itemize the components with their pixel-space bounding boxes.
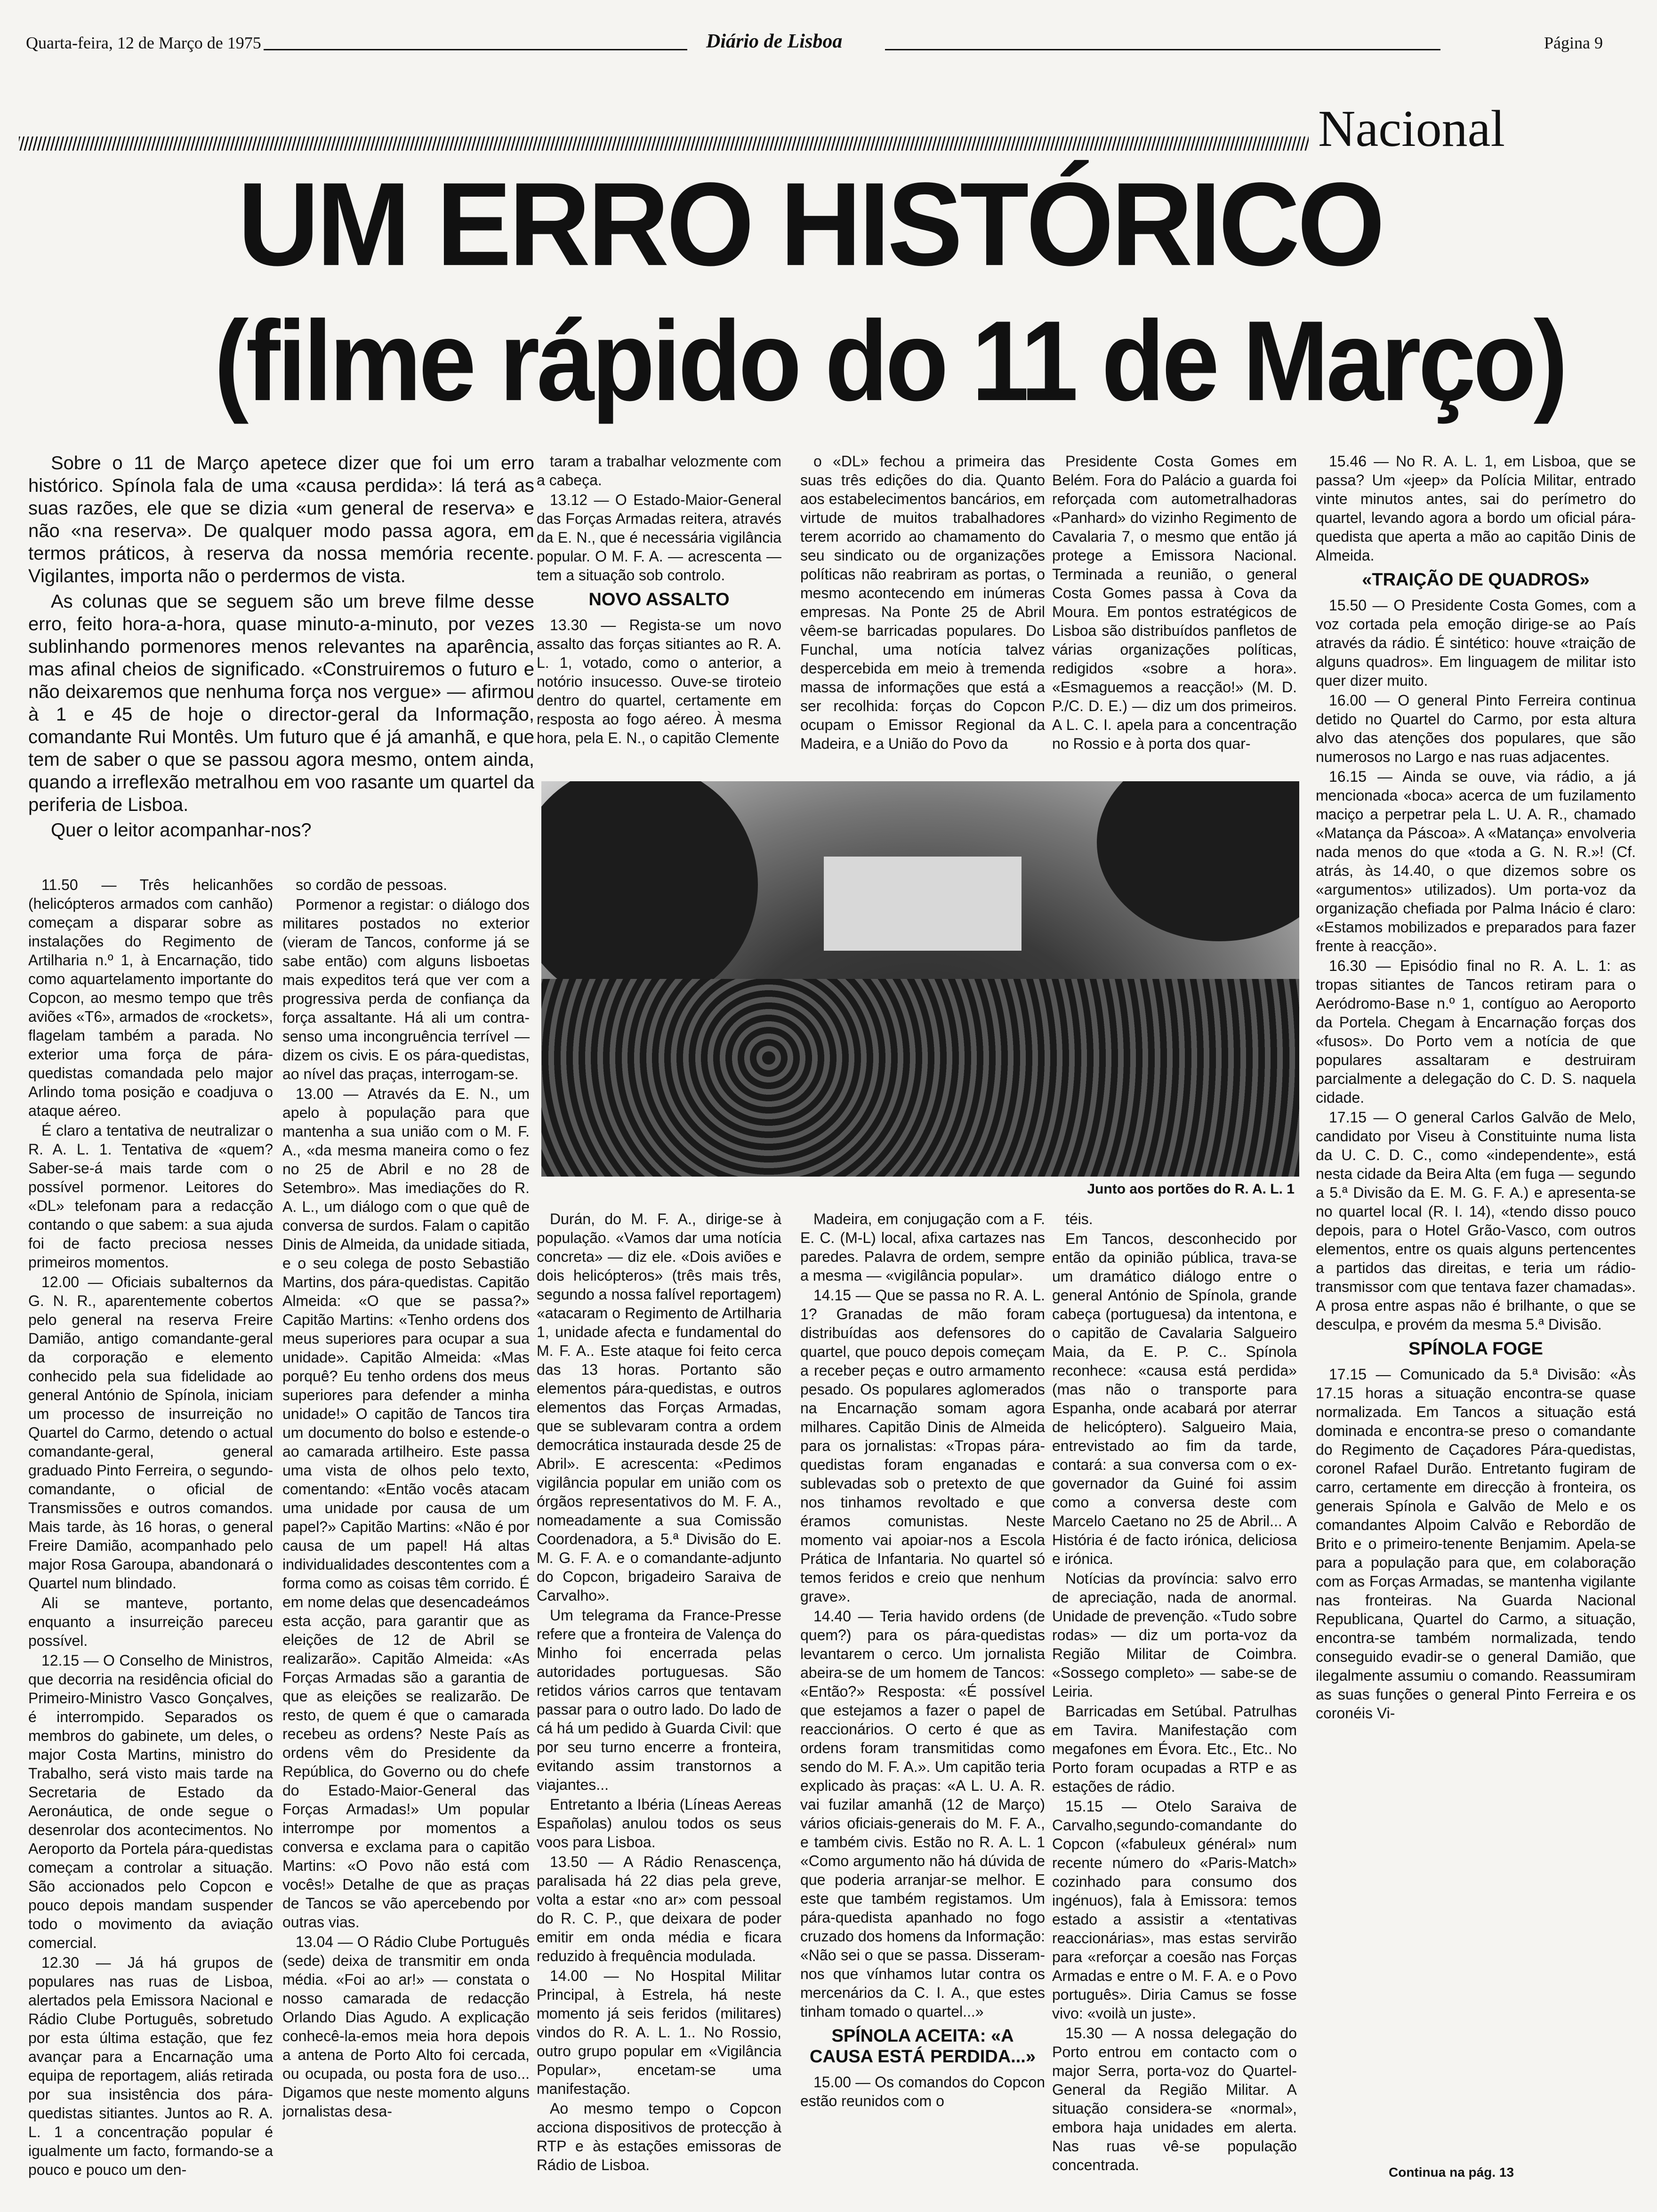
header-rule bbox=[885, 49, 1440, 50]
column-paragraph: 16.00 — O general Pinto Ferreira continua detido no Quartel do Carmo, por esta altura alvo das atenções dos populares, que são numerosos no Largo e nas ruas adjacentes. bbox=[1316, 692, 1636, 765]
column-paragraph: 14.40 — Teria havido ordens (de quem?) para os pára-quedistas levantarem o cerco. Um jornalista abeira-se de um homem de Tancos: «Então?» Resposta: «É possível que estejamos a fazer o papel de reaccionários. O certo é que as ordens foram transmitidas como sendo do M. F. A.». Um capitão teria explicado às praças: «A L. U. A. R. vai fuzilar amanhã (12 de Março) vários oficiais-generais do M. F. A., e também civis. Estão no R. A. L. 1 «Como argumento não há dúvida de que poderia arranjar-se melhor. E este que também registamos. Um pára-quedista apanhado no fogo cruzado dos homens da Informação: «Não sei o que se passa. Disseram-nos que vínhamos lutar contra os mercenários da C. I. A., que estes tinham tomado o quartel...» bbox=[800, 1608, 1045, 2020]
photo-tree bbox=[1097, 781, 1299, 941]
intro-paragraph: As colunas que se seguem são um breve filme desse erro, feito hora-a-hora, quase minuto-a-minuto, por vezes sublinhando pormenores menos relevantes na aparência, mas afinal cheios de significado. «Construiremos o futuro e não deixaremos que nenhuma força nos vergue» — afirmou à 1 e 45 de hoje o director-geral da Informação, comandante Rui Montês. Um futuro que é já amanhã, e que tem de saber o que se passou agora mesmo, ontem ainda, quando a irreflexão metralhou em voo rasante um quartel da periferia de Lisboa. bbox=[28, 591, 534, 815]
subhead-traicao-de-quadros: «TRAIÇÃO DE QUADROS» bbox=[1362, 570, 1590, 590]
column-3-upper bbox=[537, 452, 781, 762]
column-paragraph: 15.30 — A nossa delegação do Porto entrou em contacto com o major Serra, porta-voz do Quartel-General da Região Militar. A situação considera-se «normal», embora haja unidades em alerta. Nas ruas vê-se população concentrada. bbox=[1052, 2025, 1297, 2173]
column-paragraph: Durán, do M. F. A., dirige-se à população. «Vamos dar uma notícia concreta» — diz ele. «Dois aviões e dois helicópteros» (três mais três, segundo a nossa falível reportagem) «atacaram o Regimento de Artilharia 1, unidade afecta e fundamental do M. F. A.. Este ataque foi feito cerca das 13 horas. Portanto são elementos pára-quedistas, e outros elementos das Forças Armadas, que se sublevaram contra a ordem democrática instaurada desde 25 de Abril». E acrescenta: «Pedimos vigilância popular em união com os órgãos representativos do M. F. A., nomeadamente a sua Comissão Coordenadora, a 5.ª Divisão do E. M. G. F. A. e o comandante-adjunto do Copcon, brigadeiro Saraiva de Carvalho». bbox=[537, 1210, 781, 1604]
column-paragraph: 11.50 — Três helicanhões (helicópteros armados com canhão) começam a disparar sobre as instalações do Regimento de Artilharia n.º 1, à Encarnação, tido como aquartelamento importante do Copcon, ao mesmo tempo que três aviões «T6», armados de «rockets», flagelam também a parada. No exterior uma força de pára-quedistas comandada pelo major Arlindo toma posição e coadjuva o ataque aéreo. bbox=[28, 876, 273, 1119]
column-paragraph: so cordão de pessoas. bbox=[296, 876, 447, 893]
column-paragraph: Presidente Costa Gomes em Belém. Fora do Palácio a guarda foi reforçada com autometralhadoras «Panhard» do vizinho Regimento de Cavalaria 7, o mesmo que então já protege a Emissora Nacional. Terminada a reunião, o general Costa Gomes passa à Cova da Moura. Em pontos estratégicos de Lisboa são distribuídos panfletos de várias organizações políticas, redigidos «sobre a hora». «Esmaguemos a reacção!» (M. D. P./C. D. E.) — diz um dos primeiros. A L. C. I. apela para a concentração no Rossio e à porta dos quar- bbox=[1052, 453, 1297, 752]
column-paragraph: Madeira, em conjugação com a F. E. C. (M-L) local, afixa cartazes nas paredes. Palavra de ordem, sempre a mesma — «vigilância popular». bbox=[800, 1210, 1045, 1284]
column-1 bbox=[28, 875, 273, 2193]
column-paragraph: 14.15 — Que se passa no R. A. L. 1? Granadas de mão foram distribuídas aos defensores do quartel, que pouco depois começam a receber peças e outro armamento pesado. Os populares aglomerados na Encarnação somam agora milhares. Capitão Dinis de Almeida para os jornalistas: «Tropas pára-quedistas foram enganadas e sublevadas sob o pretexto de que nos tinhamos revoltado e que éramos comunistas. Neste momento vai apoiar-nos a Escola Prática de Infantaria. No quartel só temos feridos e creio que nenhum grave». bbox=[800, 1287, 1045, 1605]
subhead-spinola-foge: SPÍNOLA FOGE bbox=[1408, 1339, 1543, 1359]
column-paragraph: 15.50 — O Presidente Costa Gomes, com a voz cortada pela emoção dirige-se ao País através da rádio. É sintético: houve «traição de alguns quadros». Em linguagem de militar isto quer dizer muito. bbox=[1316, 597, 1636, 689]
column-paragraph: 13.04 — O Rádio Clube Português (sede) deixa de transmitir em onda média. «Foi ao ar!» — constata o nosso camarada de redacção Orlando Dias Agudo. A explicação conhecê-la-emos meia hora depois a antena de Porto Alto foi cercada, ou ocupada, ou posta fora de uso... Digamos que neste momento alguns jornalistas desa- bbox=[282, 1933, 530, 2120]
column-paragraph: Pormenor a registar: o diálogo dos militares postados no exterior (vieram de Tancos, conforme já se sabe então) com alguns lisboetas mais expeditos terá que ver com a progressiva perda de confiança da força assaltante. Há ali um contra-senso uma incongruência terrível — dizem os civis. E os pára-quedistas, ao nível das praças, interrogam-se. bbox=[282, 896, 530, 1082]
column-paragraph: 17.15 — O general Carlos Galvão de Melo, candidato por Viseu à Constituinte numa lista da U. C. D. C., como «independente», está nesta cidade da Beira Alta (em fuga — segundo a 5.ª Divisão da E. M. G. F. A.) e apresenta-se no quartel local (R. I. 14), «tendo disso pouco depois, para o Hotel Grão-Vasco, com outros elementos, entre os quais alguns pertencentes a partidos das direitas, e teria um rádio-transmissor com que tentava fazer chamadas». A prosa entre aspas não é brilhante, o que se desculpa, e provém da mesma 5.ª Divisão. bbox=[1316, 1109, 1636, 1333]
headline-line1: UM ERRO HISTÓRICO bbox=[238, 158, 1383, 290]
intro-text bbox=[28, 452, 534, 866]
headline-line2: (filme rápido do 11 de Março) bbox=[214, 297, 1565, 425]
column-paragraph: Um telegrama da France-Presse refere que a fronteira de Valença do Minho foi encerrada pelas autoridades portuguesas. São retidos vários carros que tentavam passar para o outro lado. Do lado de cá há um pedido à Guarda Civil: que por seu turno encerre a fronteira, evitando assim transtornos a viajantes... bbox=[537, 1607, 781, 1793]
section-label: Nacional bbox=[1318, 100, 1505, 157]
photo-caption: Junto aos portões do R. A. L. 1 bbox=[1087, 1181, 1295, 1197]
column-paragraph: 13.12 — O Estado-Maior-General das Forças Armadas reitera, através da E. N., que é necessária vigilância popular. O M. F. A. — acrescenta — tem a situação sob controlo. bbox=[537, 491, 781, 584]
column-paragraph: 12.30 — Já há grupos de populares nas ruas de Lisboa, alertados pela Emissora Nacional e Rádio Clube Português, sobretudo por esta última estação, que fez avançar para a Encarnação uma equipa de reportagem, aliás retirada por sua insistência dos pára-quedistas sitiantes. Juntos ao R. A. L. 1 a concentração popular é igualmente um facto, formando-se a pouco e pouco um den- bbox=[28, 1954, 273, 2178]
column-paragraph: 16.15 — Ainda se ouve, via rádio, a já mencionada «boca» acerca de um fuzilamento maciço a perpetrar pela L. U. A. R., chamado «Matança da Páscoa». A «Matança» envolveria nada menos do que «toda a G. N. R.»! (Cf. atrás, às 14.40, o que dizemos sobre os «argumentos» utilizados). Um porta-voz da organização chefiada por Palma Inácio é claro: «Estamos mobilizados e preparados para fazer frente à reacção». bbox=[1316, 768, 1636, 954]
photo-building bbox=[824, 857, 1022, 951]
column-paragraph: 12.15 — O Conselho de Ministros, que decorria na residência oficial do Primeiro-Ministro Vasco Gonçalves, é interrompido. Separados os membros do gabinete, um deles, o major Costa Martins, ministro do Trabalho, será visto mais tarde na Secretaria de Estado da Aeronáutica, de onde segue o desenrolar dos acontecimentos. No Aeroporto da Portela pára-quedistas começam a controlar a situação. São accionados pelo Copcon e pouco depois mandam suspender todo o movimento da aviação comercial. bbox=[28, 1652, 273, 1951]
column-paragraph: Ali se manteve, portanto, enquanto a insurreição pareceu possível. bbox=[28, 1595, 273, 1649]
column-paragraph: Notícias da província: salvo erro de apreciação, nada de anormal. Unidade de prevenção. «Tudo sobre rodas» — diz um porta-voz da Região Militar de Coimbra. «Sossego completo» — sabe-se de Leiria. bbox=[1052, 1570, 1297, 1700]
column-4-lower bbox=[800, 1210, 1045, 2193]
photo-tree bbox=[541, 781, 758, 1007]
intro-paragraph: Quer o leitor acompanhar-nos? bbox=[51, 820, 312, 841]
column-paragraph: o «DL» fechou a primeira das suas três edições do dia. Quanto aos estabelecimentos bancários, em virtude de muitos trabalhadores terem acorrido ao chamamento do seu sindicato ou de organizações políticas não reabriram as portas, o mesmo acontecendo em inúmeras empresas. Na Ponte 25 de Abril vêem-se barricadas populares. Do Funchal, uma notícia talvez despercebida em meio à tremenda massa de informações que está a ser recolhida: forças do Copcon ocupam o Emissor Regional da Madeira, e a União do Povo da bbox=[800, 453, 1045, 752]
column-paragraph: 17.15 — Comunicado da 5.ª Divisão: «Às 17.15 horas a situação encontra-se quase normalizada. Em Tancos a situação está dominada e encontra-se preso o comandante do Regimento de Caçadores Pára-quedistas, coronel Rafael Durão. Entretanto fugiram de carro, certamente em direcção à fronteira, os generais Spínola e Galvão de Melo e os comandantes Alpoim Calvão e Rebordão de Brito e o primeiro-tenente Benjamim. Apela-se para a população para que, em colaboração com as Forças Armadas, se mantenha vigilante nas fronteiras. Na Guarda Nacional Republicana, Quartel do Carmo, a situação, encontra-se também normalizada, tendo conseguido evadir-se o general Damião, que ilegalmente assumiu o comando. Reassumiram as suas funções o general Pinto Ferreira e os coronéis Vi- bbox=[1316, 1366, 1636, 1722]
column-5-lower bbox=[1052, 1210, 1297, 2193]
column-paragraph: 13.00 — Através da E. N., um apelo à população para que mantenha a sua união com o M. F. A., «da mesma maneira como o fez no 25 de Abril e no 28 de Setembro». Mas imediações do R. A. L., um diálogo com o que quê de conversa de surdos. Falam o capitão Dinis de Almeida, da unidade sitiada, e o seu colega de posto Sebastião Martins, dos pára-quedistas. Capitão Almeida: «O que se passa?» Capitão Martins: «Tenho ordens dos meus superiores para ocupar a sua unidade». Capitão Almeida: «Mas porquê? Eu tenho ordens dos meus superiores para defender a minha unidade!» O capitão de Tancos tira um documento do bolso e estende-o ao camarada artilheiro. Este passa uma vista de olhos pelo texto, comentando: «Então vocês atacam uma unidade por causa de um papel?» Capitão Martins: «Não é por causa de um papel! Há altas individualidades descontentes com a forma como as coisas têm corrido. É em nome delas que desencadeámos esta acção, para garantir que as eleições de 12 de Abril se realizarão». Capitão Almeida: «As Forças Armadas são a garantia de que as eleições se realizarão. De resto, de quem é que o camarada recebeu as ordens? Neste País as ordens vêm do Presidente da República, do Governo ou do chefe do Estado-Maior-General das Forças Armadas!» Um popular interrompe por momentos a conversa e exclama para o capitão Martins: «O Povo não está com vocês!» Detalhe de que as praças de Tancos se vão apercebendo por outras vias. bbox=[282, 1085, 530, 1931]
column-paragraph: Em Tancos, desconhecido por então da opinião pública, trava-se um dramático diálogo entre o general António de Spínola, grande cabeça (portuguesa) da intentona, e o capitão de Cavalaria Salgueiro Maia, da E. P. C.. Spínola reconhece: «causa está perdida» (mas não o transporte para Espanha, onde acabará por aterrar de helicóptero). Salgueiro Maia, entrevistado ao fim da tarde, contará: a sua conversa com o ex-governador da Guiné foi assim como a conversa deste com Marcelo Caetano no 25 de Abril... A História é de facto irónica, deliciosa e irónica. bbox=[1052, 1230, 1297, 1567]
column-3-lower bbox=[537, 1210, 781, 2193]
masthead: Diário de Lisboa bbox=[706, 31, 843, 52]
subhead-spinola-aceita: SPÍNOLA ACEITA: «A CAUSA ESTÁ PERDIDA...» bbox=[810, 2026, 1036, 2067]
column-paragraph: téis. bbox=[1065, 1210, 1093, 1227]
photo-crowd bbox=[541, 979, 1299, 1177]
column-paragraph: Barricadas em Setúbal. Patrulhas em Tavira. Manifestação com megafones em Évora. Etc., Etc.. No Porto foram ocupadas a RTP e as estações de rádio. bbox=[1052, 1703, 1297, 1795]
column-paragraph: Entretanto a Ibéria (Líneas Aereas Españolas) anulou todos os seus voos para Lisboa. bbox=[537, 1796, 781, 1851]
column-5-upper bbox=[1052, 452, 1297, 762]
header-rule-left bbox=[264, 49, 687, 50]
news-photo bbox=[541, 781, 1299, 1177]
column-paragraph: 15.00 — Os comandos do Copcon estão reunidos com o bbox=[800, 2074, 1045, 2109]
column-paragraph: 16.30 — Episódio final no R. A. L. 1: as tropas sitiantes de Tancos retiram para o Aeródromo-Base n.º 1, contíguo ao Aeroporto da Portela. Chegam à Encarnação forças dos «fusos». Do Porto vem a notícia de que populares assaltaram e destruiram parcialmente a delegação do C. D. S. naquela cidade. bbox=[1316, 957, 1636, 1106]
column-4-upper bbox=[800, 452, 1045, 762]
column-paragraph: 15.15 — Otelo Saraiva de Carvalho,segundo-comandante do Copcon («fabuleux général» num recente número do «Paris-Match» cozinhado para consumo dos ingénuos), fala à Emissora: temos estado a assistir a «tentativas reaccionárias», mas estas servirão para «reforçar a coesão nas Forças Armadas e entre o M. F. A. e o Povo português». Diria Camus se fosse vivo: «voilà un juste». bbox=[1052, 1798, 1297, 2022]
page-number: Página 9 bbox=[1544, 33, 1603, 52]
column-6 bbox=[1316, 452, 1636, 2146]
column-paragraph: 14.00 — No Hospital Militar Principal, à Estrela, há neste momento já seis feridos (militares) vindos do R. A. L. 1.. No Rossio, outro grupo popular em «Vigilância Popular», encetam-se uma manifestação. bbox=[537, 1967, 781, 2097]
continuation-note: Continua na pág. 13 bbox=[1389, 2165, 1514, 2180]
column-paragraph: 13.50 — A Rádio Renascença, paralisada há 22 dias pela greve, volta a estar «no ar» com pessoal do R. C. P., que deixara de poder emitir em onda média e ficara reduzido à frequência modulada. bbox=[537, 1853, 781, 1964]
column-paragraph: 12.00 — Oficiais subalternos da G. N. R., aparentemente cobertos pelo general na reserva Freire Damião, antigo comandante-geral da corporação e elemento conhecido pela sua fidelidade ao general António de Spínola, iniciam um processo de insurreição no Quartel do Carmo, detendo o actual comandante-geral, general graduado Pinto Ferreira, o segundo-comandante, o oficial de Transmissões e outros comandos. Mais tarde, às 16 horas, o general Freire Damião, acompanhado pelo major Rosa Garoupa, abandonará o Quartel num blindado. bbox=[28, 1274, 273, 1592]
issue-date: Quarta-feira, 12 de Março de 1975 bbox=[26, 33, 261, 52]
column-paragraph: taram a trabalhar velozmente com a cabeça. bbox=[537, 453, 781, 489]
column-2 bbox=[282, 875, 530, 2193]
column-paragraph: 13.30 — Regista-se um novo assalto das forças sitiantes ao R. A. L. 1, votado, como o anterior, a notório insucesso. Ouve-se tiroteio dentro do quartel, certamente em resposta ao fogo aéreo. À mesma hora, pela E. N., o capitão Clemente bbox=[537, 617, 781, 746]
column-paragraph: 15.46 — No R. A. L. 1, em Lisboa, que se passa? Um «jeep» da Polícia Militar, entrado vinte minutos antes, sai do perímetro do quartel, levando agora a bordo um oficial pára-quedista que aperta a mão ao capitão Dinis de Almeida. bbox=[1316, 453, 1636, 564]
intro-paragraph: Sobre o 11 de Março apetece dizer que foi um erro histórico. Spínola fala de uma «causa perdida»: lá terá as suas razões, ele que se dizia «um general de reserva» e não «na reserva». De qualquer modo passa agora, em termos práticos, à reserva da nossa memória recente. Vigilantes, importa não o perdermos de vista. bbox=[28, 453, 534, 586]
subhead-novo-assalto: NOVO ASSALTO bbox=[588, 590, 730, 609]
column-paragraph: É claro a tentativa de neutralizar o R. A. L. 1. Tentativa de «quem? Saber-se-á mais tarde com o possível pormenor. Leitores do «DL» telefonam para a redacção contando o que sabem: a sua ajuda foi de facto preciosa nesses primeiros momentos. bbox=[28, 1122, 273, 1271]
section-hatch-band bbox=[19, 136, 1309, 151]
column-paragraph: Ao mesmo tempo o Copcon acciona dispositivos de protecção à RTP e às estações emissoras de Rádio de Lisboa. bbox=[537, 2100, 781, 2173]
